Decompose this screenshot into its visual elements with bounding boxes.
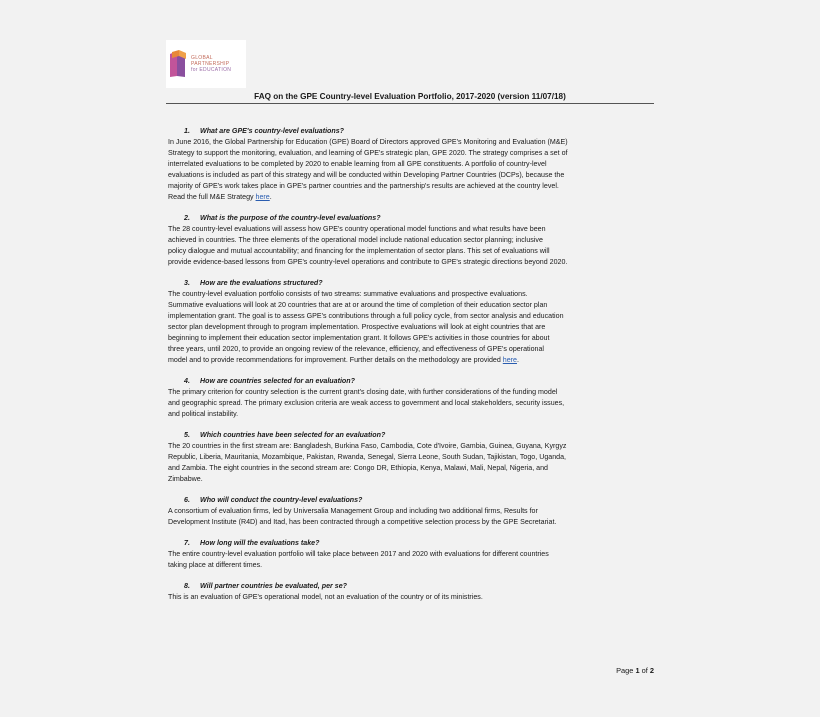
answer-line: and Zambia. The eight countries in the second stream are: Congo DR, Ethiopia, Kenya, Malawi, Mali, Nepal, Nigeria, and bbox=[168, 464, 548, 472]
faq-content bbox=[168, 126, 656, 613]
answer-line: beginning to implement their education sector implementation grant. It follows GPE's activities in those countries for about bbox=[168, 334, 550, 342]
answer-line: provide evidence-based lessons from GPE's country-level operations and contribute to GPE's strategic directions beyond 2020. bbox=[168, 258, 568, 266]
faq-section bbox=[168, 430, 656, 485]
gpe-logo bbox=[166, 40, 246, 88]
link-punctuation: . bbox=[269, 193, 272, 201]
answer-line-with-link bbox=[168, 192, 656, 203]
faq-answer bbox=[168, 441, 656, 485]
answer-line: Strategy to support the monitoring, evaluation, and learning of GPE's strategic plan, GPE 2020. The strategy comprises a set of bbox=[168, 149, 568, 157]
answer-line-with-link bbox=[168, 355, 656, 366]
faq-section bbox=[168, 376, 656, 420]
faq-question bbox=[168, 278, 656, 289]
page-word: Page bbox=[616, 666, 634, 675]
question-number: 6. bbox=[184, 496, 190, 504]
document-title: FAQ on the GPE Country-level Evaluation Portfolio, 2017-2020 (version 11/07/18) bbox=[254, 92, 566, 101]
answer-line: majority of GPE's work takes place in GPE's partner countries and the partnership's results are achieved at the country level. bbox=[168, 182, 559, 190]
question-number: 2. bbox=[184, 214, 190, 222]
answer-line: Zimbabwe. bbox=[168, 475, 203, 483]
faq-section bbox=[168, 213, 656, 268]
faq-question bbox=[168, 495, 656, 506]
question-text: How are the evaluations structured? bbox=[200, 279, 323, 287]
faq-answer bbox=[168, 549, 656, 571]
logo-text bbox=[191, 55, 231, 73]
here-link[interactable]: here bbox=[255, 193, 270, 201]
answer-line: policy dialogue and mutual accountability; and financing for the implementation of sector plans. This set of evaluations will bbox=[168, 247, 550, 255]
answer-line: The entire country-level evaluation portfolio will take place between 2017 and 2020 with evaluations for different countries bbox=[168, 550, 549, 558]
question-text: Which countries have been selected for an evaluation? bbox=[200, 431, 386, 439]
answer-line: The primary criterion for country selection is the current grant's closing date, with further considerations of the funding model bbox=[168, 388, 558, 396]
faq-section bbox=[168, 126, 656, 203]
faq-question bbox=[168, 430, 656, 441]
answer-line: Republic, Liberia, Mauritania, Mozambique, Pakistan, Rwanda, Senegal, Sierra Leone, South Sudan, Tajikistan, Togo, Uganda, bbox=[168, 453, 567, 461]
answer-line: The 20 countries in the first stream are: Bangladesh, Burkina Faso, Cambodia, Cote d'Ivoire, Gambia, Guinea, Guyana, Kyrgyz bbox=[168, 442, 567, 450]
answer-line: In June 2016, the Global Partnership for Education (GPE) Board of Directors approved GPE's Monitoring and Evaluation (M&E) bbox=[168, 138, 568, 146]
question-number: 3. bbox=[184, 279, 190, 287]
link-punctuation: . bbox=[516, 356, 519, 364]
answer-line: and political instability. bbox=[168, 410, 239, 418]
answer-line: evaluations is included as part of this strategy and will be conducted within Developing Partner Countries (DCPs), because the bbox=[168, 171, 565, 179]
question-text: What is the purpose of the country-level evaluations? bbox=[200, 214, 381, 222]
answer-line: The 28 country-level evaluations will assess how GPE's country operational model functions and what results have been bbox=[168, 225, 546, 233]
question-text: What are GPE's country-level evaluations? bbox=[200, 127, 344, 135]
faq-section bbox=[168, 495, 656, 528]
faq-answer bbox=[168, 224, 656, 268]
answer-line: achieved in countries. The three elements of the operational model include national education sector planning; inclusive bbox=[168, 236, 543, 244]
answer-line: three years, until 2020, to provide an ongoing review of the relevance, efficiency, and effectiveness of GPE's operational bbox=[168, 345, 544, 353]
question-number: 8. bbox=[184, 582, 190, 590]
faq-question bbox=[168, 126, 656, 137]
answer-line: Development Institute (R4D) and Itad, has been contracted through a competitive selection process by the GPE Secretariat. bbox=[168, 518, 557, 526]
title-divider bbox=[166, 103, 654, 104]
answer-line: and geographic spread. The primary exclusion criteria are weak access to government and local stakeholders, security issues, bbox=[168, 399, 565, 407]
faq-section bbox=[168, 538, 656, 571]
logo-line-1: GLOBAL bbox=[191, 55, 213, 61]
total-pages: 2 bbox=[649, 666, 654, 675]
answer-line-text: Read the full M&E Strategy bbox=[168, 193, 256, 201]
question-text: How are countries selected for an evaluation? bbox=[200, 377, 355, 385]
question-text: Will partner countries be evaluated, per se? bbox=[200, 582, 347, 590]
question-text: Who will conduct the country-level evaluations? bbox=[200, 496, 363, 504]
book-logo-icon bbox=[168, 50, 188, 78]
faq-section bbox=[168, 278, 656, 366]
question-text: How long will the evaluations take? bbox=[200, 539, 320, 547]
faq-question bbox=[168, 376, 656, 387]
faq-question bbox=[168, 581, 656, 592]
here-link[interactable]: here bbox=[502, 356, 517, 364]
logo-line-3: for EDUCATION bbox=[191, 67, 232, 73]
logo-line-2: PARTNERSHIP bbox=[191, 61, 230, 67]
page-number bbox=[560, 666, 654, 675]
faq-answer bbox=[168, 137, 656, 203]
question-number: 4. bbox=[184, 377, 190, 385]
faq-section bbox=[168, 581, 656, 603]
answer-line: Summative evaluations will look at 20 countries that are at or around the time of completion of their education sector plan bbox=[168, 301, 548, 309]
answer-line: interrelated evaluations to be completed by 2020 to enable learning from all GPE constituents. A portfolio of country-level bbox=[168, 160, 547, 168]
answer-line: A consortium of evaluation firms, led by Universalia Management Group and including two additional firms, Results for bbox=[168, 507, 538, 515]
faq-answer bbox=[168, 592, 656, 603]
answer-line-text: model and to provide recommendations for improvement. Further details on the methodology are provided bbox=[168, 356, 503, 364]
answer-line: implementation grant. The goal is to assess GPE's contributions through a full policy cycle, from sector analysis and education bbox=[168, 312, 564, 320]
answer-line: The country-level evaluation portfolio consists of two streams: summative evaluations and prospective evaluations. bbox=[168, 290, 528, 298]
faq-question bbox=[168, 538, 656, 549]
faq-answer bbox=[168, 387, 656, 420]
question-number: 7. bbox=[184, 539, 190, 547]
faq-question bbox=[168, 213, 656, 224]
of-word: of bbox=[641, 666, 648, 675]
answer-line: sector plan development through to program implementation. Prospective evaluations will look at eight countries that are bbox=[168, 323, 546, 331]
faq-answer bbox=[168, 506, 656, 528]
current-page: 1 bbox=[635, 666, 640, 675]
answer-line: taking place at different times. bbox=[168, 561, 263, 569]
faq-answer bbox=[168, 289, 656, 366]
answer-line: This is an evaluation of GPE's operational model, not an evaluation of the country or of its ministries. bbox=[168, 593, 483, 601]
question-number: 5. bbox=[184, 431, 190, 439]
question-number: 1. bbox=[184, 127, 190, 135]
